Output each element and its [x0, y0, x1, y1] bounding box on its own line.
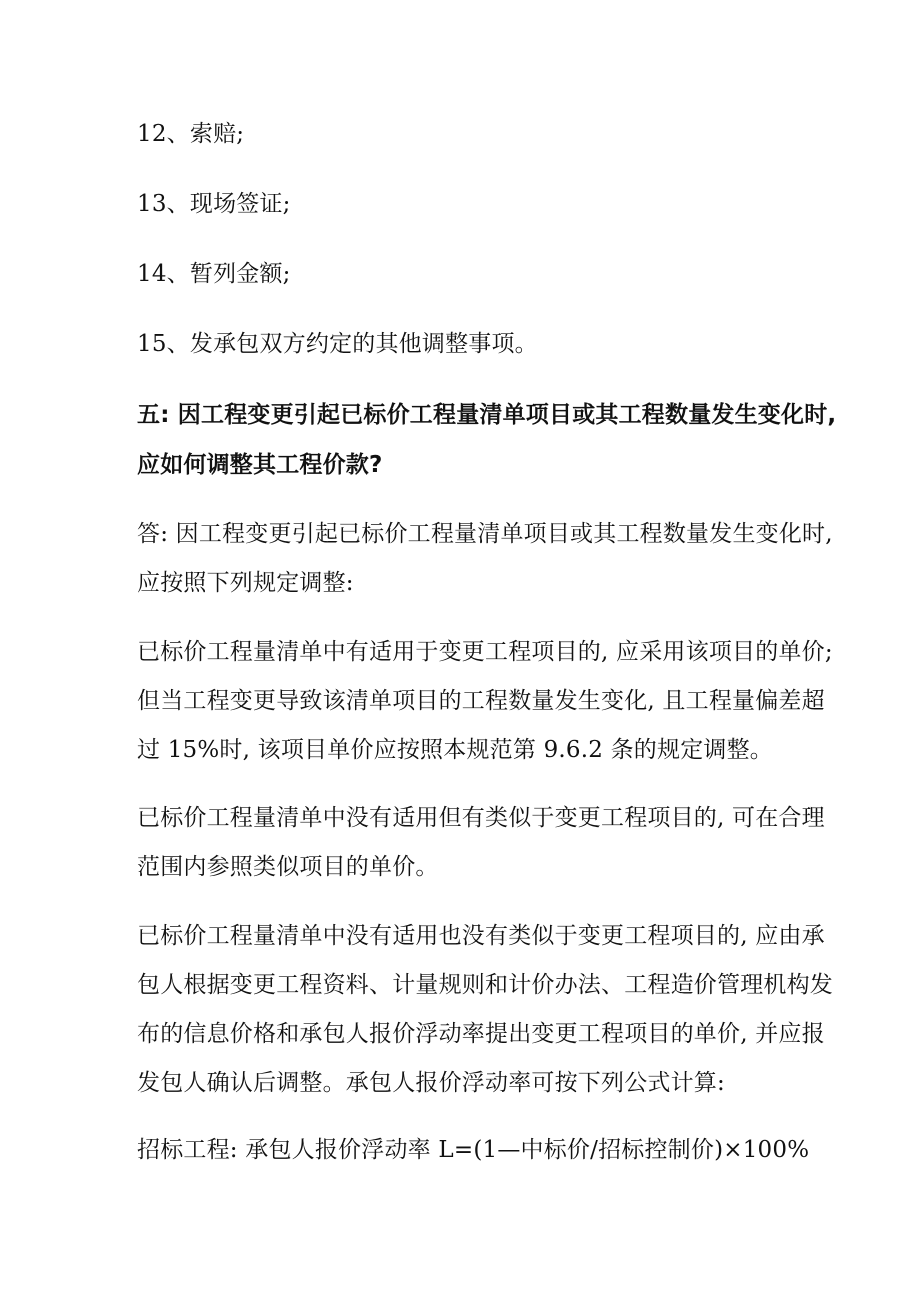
paragraph-new-price: [137, 912, 833, 1108]
question-heading: [137, 390, 837, 490]
paragraph-similar-price: [137, 794, 825, 892]
paragraph-line: 范围内参照类似项目的单价。: [137, 854, 439, 880]
list-item-text: 13、现场签证;: [137, 191, 291, 217]
question-line: 五: 因工程变更引起已标价工程量清单项目或其工程数量发生变化时,: [137, 402, 837, 428]
list-item-14: [137, 250, 787, 299]
paragraph-line: 发包人确认后调整。承包人报价浮动率可按下列公式计算:: [137, 1070, 725, 1096]
answer-line: 应按照下列规定调整:: [137, 570, 354, 596]
question-line: 应如何调整其工程价款?: [137, 452, 383, 478]
list-item-text: 12、索赔;: [137, 121, 245, 147]
list-item-text: 14、暂列金额;: [137, 261, 291, 287]
formula-line: [137, 1126, 810, 1175]
paragraph-line: 已标价工程量清单中有适用于变更工程项目的, 应采用该项目的单价;: [137, 639, 833, 665]
list-item-13: [137, 180, 787, 229]
paragraph-line: 布的信息价格和承包人报价浮动率提出变更工程项目的单价, 并应报: [137, 1021, 825, 1047]
list-item-text: 15、发承包双方约定的其他调整事项。: [137, 331, 538, 357]
paragraph-line: 已标价工程量清单中没有适用也没有类似于变更工程项目的, 应由承: [137, 923, 825, 949]
formula-text: 招标工程: 承包人报价浮动率 L=(1—中标价/招标控制价)×100%: [137, 1137, 810, 1163]
answer-intro: [137, 510, 833, 608]
paragraph-line: 过 15%时, 该项目单价应按照本规范第 9.6.2 条的规定调整。: [137, 737, 773, 763]
paragraph-line: 包人根据变更工程资料、计量规则和计价办法、工程造价管理机构发: [137, 972, 833, 998]
paragraph-line: 已标价工程量清单中没有适用但有类似于变更工程项目的, 可在合理: [137, 805, 825, 831]
answer-line: 答: 因工程变更引起已标价工程量清单项目或其工程数量发生变化时,: [137, 521, 833, 547]
paragraph-existing-price: [137, 628, 833, 775]
paragraph-line: 但当工程变更导致该清单项目的工程数量发生变化, 且工程量偏差超: [137, 688, 825, 714]
list-item-15: [137, 320, 787, 369]
list-item-12: [137, 110, 787, 159]
